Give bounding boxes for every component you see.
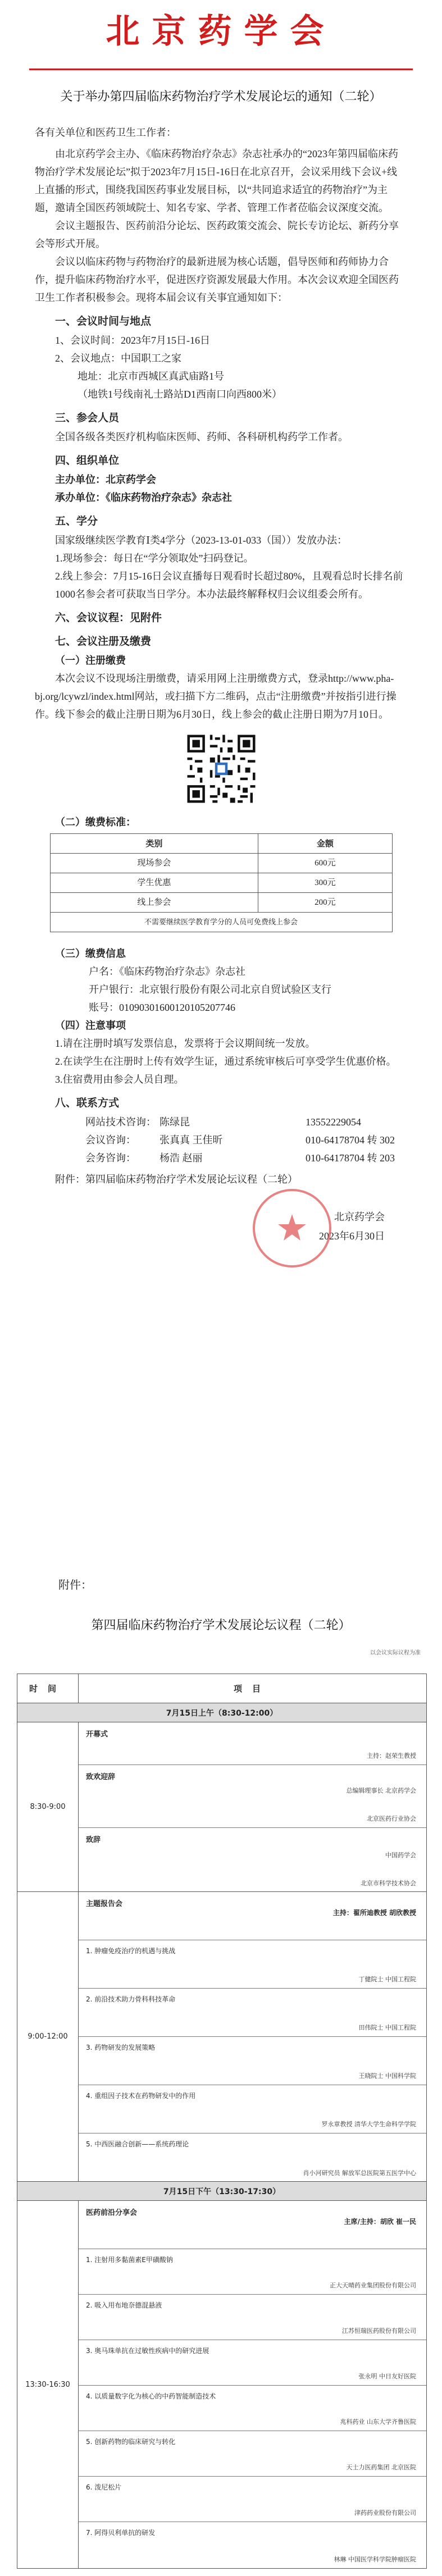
agenda-slot — [78, 1892, 426, 1940]
agenda-topic: 3. 奥马珠单抗在过敏性疾病中的研究进展 — [86, 2347, 209, 2355]
agenda-topic: 1. 肿瘤免疫治疗的机遇与挑战 — [86, 1947, 176, 1955]
agenda-slot — [78, 2037, 426, 2085]
agenda-chair: 主持：翟所迪教授 胡欣教授 — [332, 1909, 416, 1917]
section-line: 主办单位：北京药学会 — [55, 474, 156, 485]
fee-category: 现场参会 — [50, 854, 258, 873]
note-line: 2.在读学生在注册时上传有效学生证，通过系统审核后可享受学生优惠价格。 — [55, 1056, 397, 1067]
contact-role: 会议咨询： — [85, 1134, 136, 1146]
agenda-slot — [78, 1722, 426, 1765]
agenda-day-band: 7月15日上午（8:30-12:00） — [17, 1703, 426, 1722]
agenda-time: 13:30-16:30 — [17, 2201, 79, 2568]
agenda-speaker: 罗永章教授 清华大学生命科学学院 — [321, 2121, 416, 2128]
section-line: 1、会议时间：2023年7月15日-16日 — [55, 335, 210, 346]
contact-role: 网站技术咨询： — [85, 1116, 156, 1128]
contact-row — [85, 1131, 407, 1149]
fee-note: 不需要继续医学教育学分的人员可免费线上参会 — [50, 913, 392, 932]
intro-paragraph: 会议主题报告、医药前沿分论坛、医药政策交流会、院长专访论坛、新药分享会等形式开展。 — [35, 220, 399, 249]
agenda-note: 以会议实际议程为准 — [370, 1650, 421, 1656]
contact-phone: 13552229054 — [306, 1116, 361, 1128]
fee-amount: 200元 — [258, 893, 392, 913]
agenda-speaker: 林琳 中国医学科学院肿瘤医院 — [334, 2556, 416, 2563]
agenda-topic: 致辞 — [86, 1836, 101, 1844]
note-line: 3.住宿费用由参会人员自理。 — [55, 1074, 184, 1085]
bank-name: 开户银行：北京银行股份有限公司北京自贸试验区支行 — [89, 984, 331, 995]
note-line: 1.请在注册时填写发票信息，发票将于会议期间统一发放。 — [55, 1038, 316, 1049]
section-line: 承办单位：《临床药物治疗杂志》杂志社 — [55, 492, 232, 503]
agenda-slot — [78, 2522, 426, 2568]
attachment-reference: 附件：第四届临床药物治疗学术发展论坛议程（二轮） — [55, 1174, 298, 1185]
agenda-slot — [78, 2201, 426, 2249]
agenda-topic: 3. 药物研发的发展策略 — [86, 2044, 156, 2051]
fee-category: 线上参会 — [50, 893, 258, 913]
agenda-speaker: 主持：赵荣生教授 — [367, 1752, 416, 1759]
agenda-block — [17, 2201, 426, 2568]
section-heading: 四、组织单位 — [55, 454, 120, 467]
agenda-time: 9:00-12:00 — [17, 1892, 79, 2181]
fee-amount: 300元 — [258, 873, 392, 893]
agenda-slot — [78, 2249, 426, 2295]
agenda-col-time: 时间 — [17, 1674, 79, 1703]
agenda-slot — [78, 2386, 426, 2431]
fee-row — [50, 854, 392, 873]
agenda-block — [17, 1722, 426, 1892]
fee-row — [50, 893, 392, 913]
org-header: 北京药学会 — [106, 12, 336, 51]
contact-row — [85, 1149, 407, 1167]
agenda-slot — [78, 2340, 426, 2386]
registration-subheading: （一）注册缴费 — [55, 655, 126, 666]
agenda-topic: 主题报告会 — [86, 1900, 123, 1908]
agenda-speaker: 北京市科学技术协会 — [361, 1880, 416, 1887]
section-heading: 七、会议注册及缴费 — [55, 635, 152, 648]
registration-qr-code[interactable] — [185, 732, 258, 805]
qr-code-icon — [185, 732, 258, 805]
agenda-slots — [78, 1722, 426, 1891]
fee-table-header — [50, 834, 392, 854]
fee-header-category: 类别 — [50, 834, 258, 854]
agenda-slot — [78, 1940, 426, 1989]
agenda-topic: 7. 阿得贝利单抗的研发 — [86, 2529, 156, 2537]
bank-account-name: 户名：《临床药物治疗杂志》杂志社 — [89, 966, 245, 977]
agenda-topic: 1. 注射用多黏菌素E甲磺酸钠 — [86, 2256, 173, 2264]
agenda-speaker: 总编辑理事长 北京药学会 — [346, 1787, 416, 1794]
section-heading: 一、会议时间与地点 — [55, 315, 152, 327]
agenda-slot — [78, 2295, 426, 2340]
agenda-slot — [78, 2431, 426, 2477]
agenda-speaker: 田伟院士 中国工程院 — [358, 2024, 416, 2031]
agenda-slot — [78, 2477, 426, 2522]
contact-phone: 010-64178704 转 302 — [306, 1134, 395, 1146]
agenda-topic: 致欢迎辞 — [86, 1773, 116, 1781]
contact-role: 会务咨询： — [85, 1152, 136, 1164]
agenda-slots — [78, 2201, 426, 2568]
agenda-topic: 5. 创新药物的临床研究与转化 — [86, 2438, 176, 2446]
fee-table — [50, 833, 393, 932]
attachment-label: 附件： — [58, 1578, 92, 1592]
fee-caption: （二）缴费标准： — [55, 817, 136, 828]
contact-phone: 010-64178704 转 203 — [306, 1152, 395, 1164]
signature-block — [35, 1207, 385, 1275]
contact-row — [85, 1113, 407, 1131]
agenda-topic: 医药前沿分享会 — [86, 2209, 138, 2217]
salutation: 各有关单位和医药卫生工作者： — [35, 127, 176, 138]
agenda-speaker: 天士力医药集团 北京医院 — [346, 2464, 416, 2471]
section-line: 全国各级各类医疗机构临床医师、药师、各科研机构药学工作者。 — [55, 431, 348, 443]
contact-name: 张真真 王佳昕 — [160, 1134, 223, 1146]
agenda-speaker: 肖小河研究员 解放军总医院第五医学中心 — [303, 2169, 416, 2177]
section-line: 2.线上参会：7月15-16日会议直播每日观看时长超过80%，且观看总时长排名前1000名参会者可获取当日学分。本办法最终解释权归会议组委会所有。 — [55, 571, 403, 600]
agenda-topic: 4. 重组因子技术在药物研发中的作用 — [86, 2092, 196, 2100]
agenda-block — [17, 1892, 426, 2182]
agenda-table — [17, 1674, 427, 2569]
section-line: 国家级继续医学教育Ⅰ类4学分（2023-13-01-033（国））发放办法： — [55, 535, 348, 546]
section-heading: 八、联系方式 — [55, 1097, 120, 1109]
agenda-speaker: 津药药业股份有限公司 — [354, 2509, 416, 2516]
notes-subheading: （四）注意事项 — [55, 1020, 126, 1031]
agenda-speaker: 正大天晴药业集团股份有限公司 — [330, 2282, 416, 2289]
agenda-slot — [78, 2085, 426, 2133]
agenda-speaker: 王晓院士 中国科学院 — [358, 2072, 416, 2080]
signer: 北京药学会 — [334, 1211, 385, 1223]
contact-list — [85, 1113, 407, 1167]
contact-name: 杨浩 赵丽 — [160, 1152, 203, 1164]
fee-category: 学生优惠 — [50, 873, 258, 893]
section-line: 1.现场参会：每日在“学分领取处”扫码登记。 — [55, 553, 254, 564]
intro-paragraph: 由北京药学会主办、《临床药物治疗杂志》杂志社承办的“2023年第四届临床药物治疗学术发展论坛”拟于2023年7月15日-16日在北京召开，会议采用线下会议+线上直播的形式，围绕我国医药事业发展目标，以“共同追求适宜的药物治疗”为主题，邀请全国医药领域院士、知名专家、学者、管理工作者莅临会议深度交流。 — [35, 148, 398, 213]
agenda-speaker: 北京医药行业协会 — [367, 1815, 416, 1822]
section-heading: 五、学分 — [55, 515, 98, 527]
agenda-slot — [78, 1765, 426, 1828]
bank-account-number: 账号：01090301600120105207746 — [89, 1002, 235, 1013]
agenda-col-item: 项目 — [233, 1684, 271, 1694]
agenda-title: 第四届临床药物治疗学术发展论坛议程（二轮） — [91, 1618, 351, 1633]
section-heading: 三、参会人员 — [55, 412, 120, 424]
agenda-topic: 2. 前沿技术助力骨科科技革命 — [86, 1995, 176, 2003]
fee-note-row — [50, 913, 392, 932]
agenda-time: 8:30-9:00 — [17, 1722, 79, 1891]
registration-text: 本次会议不设现场注册缴费，请采用网上注册缴费方式，登录http://www.pha-bj.org/lcywzl/index.html网站，或扫描下方二维码，点击“注册缴费”并按指引进行操作。线下参会的截止注册日期为6月30日，线上参会的截止注册日期为7月10日。 — [35, 673, 397, 720]
agenda-speaker: 中国药学会 — [385, 1852, 416, 1859]
agenda-speaker: 张永明 中日友好医院 — [358, 2373, 416, 2380]
agenda-speaker: 江苏恒瑞医药股份有限公司 — [342, 2327, 416, 2335]
agenda-topic: 5. 中西医融合创新——系统药理论 — [86, 2140, 189, 2148]
agenda-speaker: 丁健院士 中国工程院 — [358, 1976, 416, 1983]
agenda-speaker: 兆科药业 山东大学齐鲁医院 — [340, 2418, 416, 2425]
section-line: 2、会议地点：中国职工之家 — [55, 353, 181, 364]
red-divider — [29, 69, 413, 70]
sign-date: 2023年6月30日 — [319, 1230, 385, 1242]
section-heading: 六、会议议程：见附件 — [55, 612, 162, 624]
fee-row — [50, 873, 392, 893]
agenda-slots — [78, 1892, 426, 2181]
agenda-slot — [78, 2133, 426, 2182]
letter-body — [35, 145, 407, 1275]
agenda-header-row — [17, 1674, 426, 1703]
agenda-topic: 2. 吸入用布地奈德混悬液 — [86, 2301, 162, 2309]
bank-subheading: （三）缴费信息 — [55, 948, 126, 959]
section-line: （地铁1号线南礼士路站D1西南口向西800米） — [78, 389, 282, 400]
agenda-slot — [78, 1989, 426, 2037]
agenda-topic: 6. 泼尼松片 — [86, 2483, 122, 2491]
notice-title: 关于举办第四届临床药物治疗学术发展论坛的通知（二轮） — [60, 90, 382, 104]
agenda-chair: 主席/主持：胡欣 崔一民 — [344, 2218, 416, 2226]
agenda-topic: 开幕式 — [86, 1730, 108, 1739]
agenda-day-band: 7月15日下午（13:30-17:30） — [17, 2182, 426, 2201]
agenda-slot — [78, 1828, 426, 1892]
intro-paragraph: 会议以临床药物与药物治疗的最新进展为核心话题，倡导医师和药师协力合作，提升临床药物治疗水平，促进医疗资源发展最大作用。本次会议欢迎全国医药卫生工作者积极参会。现将本届会议有关事宜通知如下： — [35, 256, 399, 303]
section-line: 地址：北京市西城区真武庙路1号 — [78, 371, 224, 382]
fee-header-amount: 金额 — [258, 834, 392, 854]
agenda-attachment — [0, 1567, 442, 2576]
fee-amount: 600元 — [258, 854, 392, 873]
agenda-topic: 4. 以质量数字化为核心的中药智能制造技术 — [86, 2392, 216, 2400]
contact-name: 陈绿昆 — [160, 1116, 190, 1128]
